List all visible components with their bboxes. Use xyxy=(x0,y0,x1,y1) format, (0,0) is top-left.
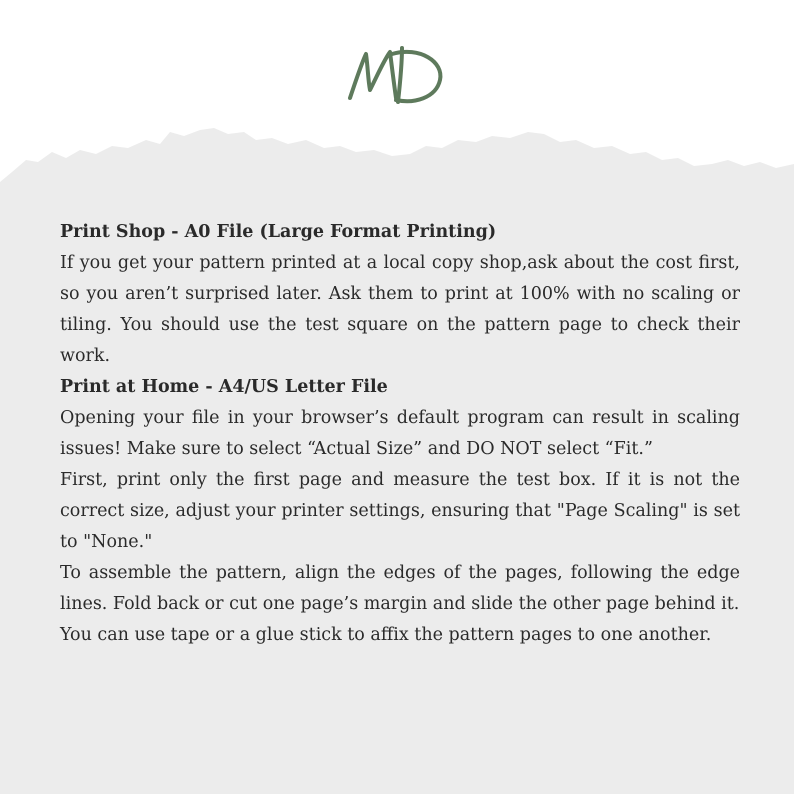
section-heading-print-at-home: Print at Home - A4/US Letter File xyxy=(60,377,388,397)
paragraph-tape: You can use tape or a glue stick to affix the pattern pages to one another. xyxy=(60,625,712,645)
paragraph-print-shop: If you get your pattern printed at a local copy shop,ask about the cost first, so you aren’t surprised later. Ask them to print at 100% with no scaling or tiling. You should use the test square on the pattern page to check their work. xyxy=(60,253,740,366)
paragraph-scaling: Opening your file in your browser’s default program can result in scaling issues! Make sure to select “Actual Size” and DO NOT select “Fit.” xyxy=(60,408,740,459)
print-instructions xyxy=(60,217,740,651)
paragraph-assemble: To assemble the pattern, align the edges of the pages, following the edge lines. Fold back or cut one page’s margin and slide the other page behind it. xyxy=(60,563,740,614)
md-monogram-logo xyxy=(340,40,455,110)
section-heading-print-shop: Print Shop - A0 File (Large Format Printing) xyxy=(60,222,497,242)
paragraph-test-box: First, print only the first page and measure the test box. If it is not the correct size, adjust your printer settings, ensuring that "Page Scaling" is set to "None." xyxy=(60,470,740,552)
